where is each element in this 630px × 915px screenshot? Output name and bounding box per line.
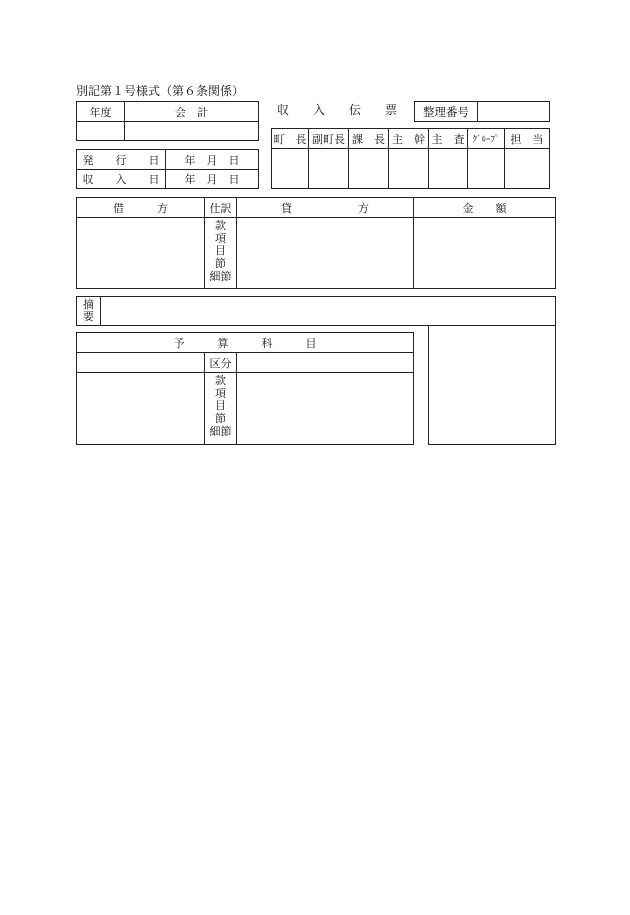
budget-level-kou: 項 [215,386,226,400]
approval-head-in-charge: 担 当 [504,128,550,149]
budget-level-setsu: 節 [215,411,226,425]
summary-value[interactable] [100,296,556,326]
approval-head-inspector: 主 査 [428,128,468,149]
registry-number-value[interactable] [477,101,550,122]
approval-stamp-inspector[interactable] [428,148,468,189]
fiscal-year-value[interactable] [76,121,125,141]
budget-level-kan: 款 [215,374,226,387]
slip-title: 収 入 伝 票 [277,103,398,117]
approval-head-chief-officer: 主 幹 [388,128,429,149]
approval-head-mayor: 町 長 [271,128,309,149]
level-moku: 目 [215,244,226,258]
approval-head-section-chief: 課 長 [348,128,389,149]
journal-header: 仕訳 [204,197,237,218]
registry-number-label: 整理番号 [414,101,478,122]
amount-value[interactable] [413,217,556,289]
summary-label-line1: 摘 [83,297,94,311]
receipt-date-value[interactable]: 年 月 日 [165,169,259,189]
fiscal-year-label: 年度 [76,101,125,122]
approval-stamp-chief-officer[interactable] [388,148,429,189]
summary-row [76,296,556,326]
credit-value[interactable] [236,217,414,289]
budget-division-label: 区分 [204,352,237,373]
accounting-value[interactable] [124,121,259,141]
journal-entry-table [76,197,556,289]
amount-header: 金 額 [413,197,556,218]
fiscal-year-table [76,101,259,141]
approval-stamp-deputy-mayor[interactable] [308,148,349,189]
level-setsu: 節 [215,256,226,270]
summary-label [76,296,101,326]
debit-value[interactable] [76,217,205,289]
debit-header: 借 方 [76,197,205,218]
issue-date-label: 発 行 日 [76,149,166,170]
budget-division-value[interactable] [236,352,414,373]
approval-grid [271,128,550,189]
receipt-date-label: 収 入 日 [76,169,166,189]
budget-right-value[interactable] [236,372,414,445]
credit-header: 貸 方 [236,197,414,218]
budget-level-moku: 目 [215,399,226,413]
accounting-label: 会 計 [124,101,259,122]
blank-box[interactable] [428,325,556,445]
budget-table [76,332,414,445]
budget-levels [204,372,237,445]
journal-levels [204,217,237,289]
summary-label-line2: 要 [83,310,94,323]
dates-table [76,149,259,189]
registry-number-box [414,101,550,122]
approval-stamp-mayor[interactable] [271,148,309,189]
form-heading: 別記第１号様式（第６条関係） [76,84,245,98]
level-kan: 款 [215,219,226,232]
budget-level-saisetsu: 細節 [209,424,232,438]
approval-head-deputy-mayor: 副町長 [308,128,349,149]
budget-left-value[interactable] [76,372,205,445]
issue-date-value[interactable]: 年 月 日 [165,149,259,170]
approval-stamp-section-chief[interactable] [348,148,389,189]
level-kou: 項 [215,231,226,245]
budget-header: 予 算 科 目 [76,332,414,353]
level-saisetsu: 細節 [209,269,232,283]
approval-head-group: ｸﾞﾙｰﾌﾟ [467,128,505,149]
budget-division-left[interactable] [76,352,205,373]
approval-stamp-group[interactable] [467,148,505,189]
approval-stamp-in-charge[interactable] [504,148,550,189]
